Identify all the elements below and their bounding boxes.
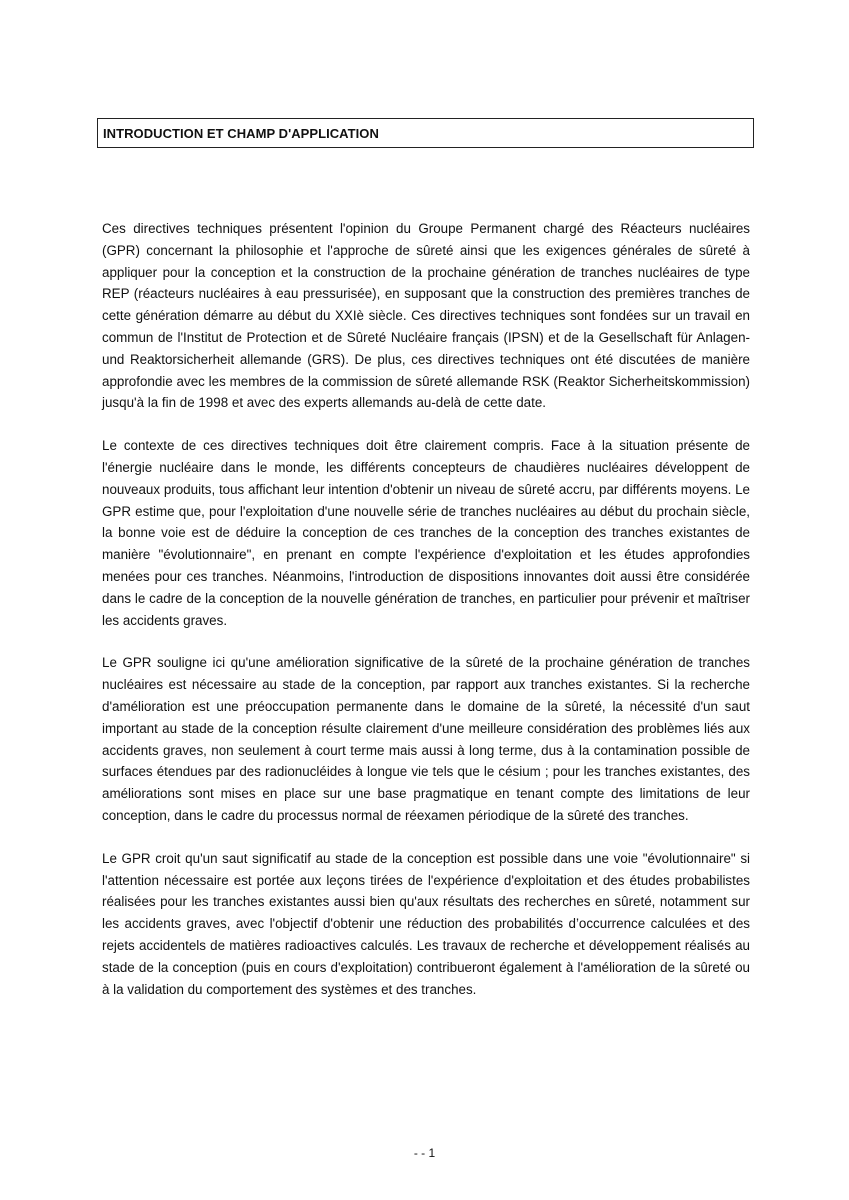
section-heading-box <box>97 118 754 148</box>
page-number-footer <box>0 1146 849 1160</box>
paragraph-3: Le GPR souligne ici qu'une amélioration significative de la sûreté de la prochaine génération de tranches nucléaires est nécessaire au stade de la conception, par rapport aux tranches existantes. Si la recherche d'amélioration est une préoccupation permanente dans le domaine de la sûreté, la nécessité d'un saut important au stade de la conception résulte clairement d'une meilleure considération des problèmes liés aux accidents graves, non seulement à court terme mais aussi à long terme, dus à la contamination possible de surfaces étendues par des radionucléides à longue vie tels que le césium ; pour les tranches existantes, des améliorations sont mises en place sur une base pragmatique en tenant compte des limitations de leur conception, dans le cadre du processus normal de réexamen périodique de la sûreté des tranches. <box>102 655 750 823</box>
section-title: INTRODUCTION ET CHAMP D'APPLICATION <box>103 125 379 141</box>
page-number: - - 1 <box>413 1146 436 1160</box>
paragraph-4: Le GPR croit qu'un saut significatif au stade de la conception est possible dans une voie "évolutionnaire" si l'attention nécessaire est portée aux leçons tirées de l'expérience d'exploitation et des études probabilistes réalisées pour les tranches existantes aussi bien qu'aux résultats des recherches en sûreté, notamment sur les accidents graves, avec l'objectif d'obtenir une réduction des probabilités d’occurrence calculées et des rejets accidentels de matières radioactives calculés. Les travaux de recherche et développement réalisés au stade de la conception (puis en cours d'exploitation) contribueront également à l'amélioration de la sûreté ou à la validation du comportement des systèmes et des tranches. <box>102 850 750 997</box>
paragraph-1: Ces directives techniques présentent l'opinion du Groupe Permanent chargé des Réacteurs nucléaires (GPR) concernant la philosophie et l'approche de sûreté ainsi que les exigences générales de sûreté à appliquer pour la conception et la construction de la prochaine génération de tranches nucléaires de type REP (réacteurs nucléaires à eau pressurisée), en supposant que la construction des premières tranches de cette génération démarre au début du XXIè siècle. Ces directives techniques sont fondées sur un travail en commun de l'Institut de Protection et de Sûreté Nucléaire français (IPSN) et de la Gesellschaft für Anlagen- und Reaktorsicherheit allemande (GRS). De plus, ces directives techniques ont été discutées de manière approfondie avec les membres de la commission de sûreté allemande RSK (Reaktor Sicherheitskommission) jusqu'à la fin de 1998 et avec des experts allemands au-delà de cette date. <box>102 221 750 411</box>
body-text <box>102 218 750 1021</box>
paragraph-2: Le contexte de ces directives techniques doit être clairement compris. Face à la situation présente de l'énergie nucléaire dans le monde, les différents concepteurs de chaudières nucléaires développent de nouveaux produits, tous affichant leur intention d'obtenir un niveau de sûreté accru, par différents moyens. Le GPR estime que, pour l'exploitation d'une nouvelle série de tranches nucléaires au début du prochain siècle, la bonne voie est de déduire la conception de ces tranches de la conception des tranches existantes de manière "évolutionnaire", en prenant en compte l'expérience d'exploitation et les études approfondies menées pour ces tranches. Néanmoins, l'introduction de dispositions innovantes doit aussi être considérée dans le cadre de la conception de la nouvelle génération de tranches, en particulier pour prévenir et maîtriser les accidents graves. <box>102 438 750 628</box>
